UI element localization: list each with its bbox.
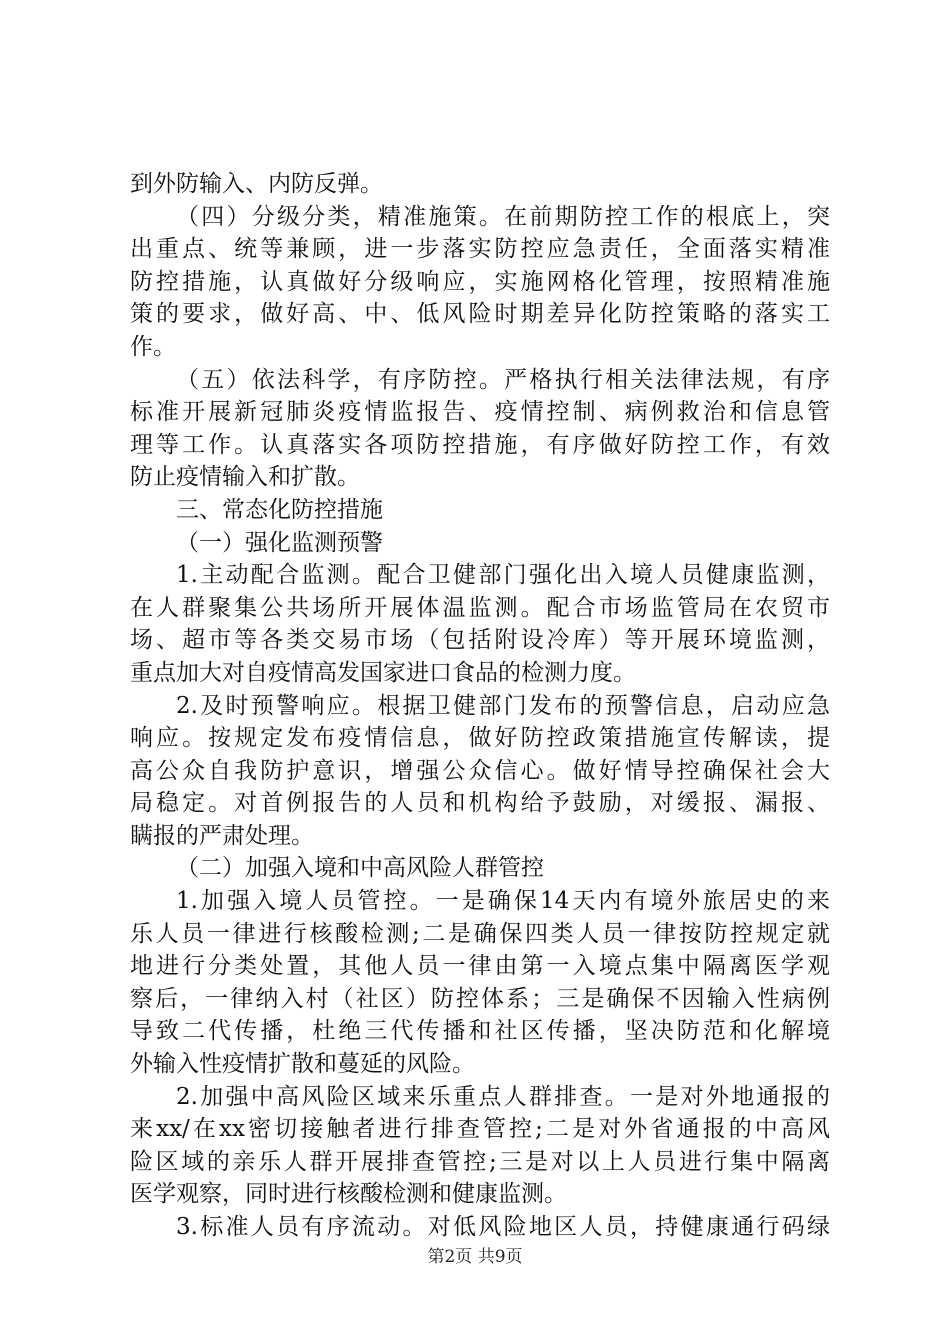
- text-line: 来xx/在xx密切接触者进行排查管控;二是对外省通报的中高风: [130, 1116, 830, 1143]
- text-line: 导致二代传播，杜绝三代传播和社区传播，坚决防范和化解境: [130, 1018, 830, 1045]
- text-line: 场、超市等各类交易市场（包括附设冷库）等开展环境监测，: [130, 627, 830, 654]
- text-line: 响应。按规定发布疫情信息，做好防控政策措施宣传解读，提: [130, 725, 830, 752]
- text-line: 三、常态化防控措施: [176, 496, 383, 523]
- text-line: 地进行分类处置，其他人员一律由第一入境点集中隔离医学观: [130, 953, 830, 980]
- text-line: 险区域的亲乐人群开展排查管控;三是对以上人员进行集中隔离: [130, 1148, 830, 1175]
- text-line: 防控措施，认真做好分级响应，实施网格化管理，按照精准施: [130, 268, 830, 295]
- text-line: 瞒报的严肃处理。: [130, 822, 314, 849]
- document-body: [130, 168, 830, 1244]
- text-line: 出重点、统等兼顾，进一步落实防控应急责任，全面落实精准: [130, 236, 830, 263]
- text-line: （一）强化监测预警: [176, 529, 383, 556]
- text-line: 2.及时预警响应。根据卫健部门发布的预警信息，启动应急: [176, 692, 830, 719]
- text-line: 3.标准人员有序流动。对低风险地区人员，持健康通行码绿: [176, 1214, 830, 1240]
- text-line: 高公众自我防护意识，增强公众信心。做好情导控确保社会大: [130, 757, 830, 784]
- text-line: （二）加强入境和中高风险人群管控: [176, 855, 544, 882]
- text-line: 2.加强中高风险区域来乐重点人群排查。一是对外地通报的: [176, 1083, 830, 1110]
- text-line: 乐人员一律进行核酸检测;二是确保四类人员一律按防控规定就: [130, 920, 830, 947]
- text-line: 察后，一律纳入村（社区）防控体系；三是确保不因输入性病例: [130, 985, 830, 1012]
- text-line: （五）依法科学，有序防控。严格执行相关法律法规，有序: [176, 366, 830, 393]
- text-line: （四）分级分类，精准施策。在前期防控工作的根底上，突: [176, 203, 830, 230]
- text-line: 局稳定。对首例报告的人员和机构给予鼓励，对缓报、漏报、: [130, 790, 830, 817]
- text-line: 作。: [130, 333, 176, 360]
- text-line: 防止疫情输入和扩散。: [130, 464, 360, 491]
- text-line: 理等工作。认真落实各项防控措施，有序做好防控工作，有效: [130, 431, 830, 458]
- text-line: 1.加强入境人员管控。一是确保14天内有境外旅居史的来: [176, 888, 830, 915]
- text-line: 外输入性疫情扩散和蔓延的风险。: [130, 1051, 475, 1078]
- text-line: 重点加大对自疫情高发国家进口食品的检测力度。: [130, 659, 636, 686]
- text-line: 医学观察，同时进行核酸检测和健康监测。: [130, 1181, 567, 1208]
- text-line: 1.主动配合监测。配合卫健部门强化出入境人员健康监测，: [176, 562, 830, 589]
- text-line: 标准开展新冠肺炎疫情监报告、疫情控制、病例救治和信息管: [130, 399, 830, 426]
- text-line: 策的要求，做好高、中、低风险时期差异化防控策略的落实工: [130, 301, 830, 328]
- text-line: 在人群聚集公共场所开展体温监测。配合市场监管局在农贸市: [130, 594, 830, 621]
- page-footer: 第2页 共9页: [427, 1247, 523, 1267]
- text-line: 到外防输入、内防反弹。: [130, 171, 383, 197]
